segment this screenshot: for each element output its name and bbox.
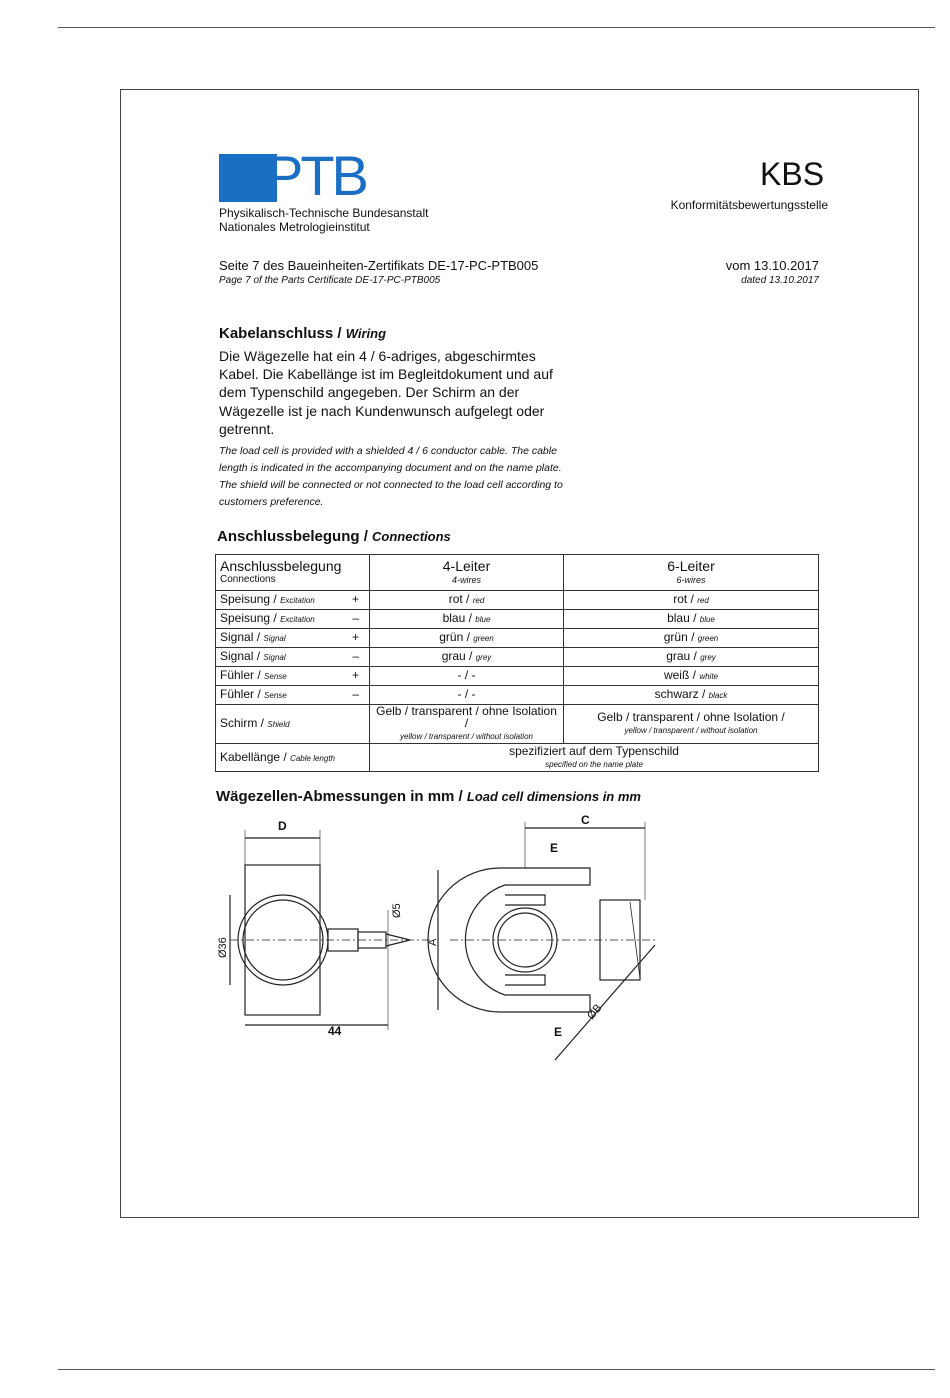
- cable-value-en: specified on the name plate: [545, 759, 643, 769]
- header-cell-4wire: [370, 555, 564, 591]
- slot-upper: [505, 895, 545, 905]
- ptb-logo-text: PTB: [266, 144, 366, 207]
- shield-4wire: [370, 705, 564, 744]
- row-4wire: [370, 648, 564, 667]
- row-6wire-en: grey: [700, 653, 716, 662]
- header-cell-6wire: [564, 555, 819, 591]
- date-en: dated 13.10.2017: [741, 275, 819, 286]
- connections-heading: [217, 528, 451, 545]
- row-sign: –: [352, 687, 359, 701]
- col3-en: 6-wires: [676, 575, 706, 585]
- row-6wire-de: schwarz /: [654, 687, 706, 701]
- label-44: 44: [328, 1024, 342, 1038]
- label-A: A: [427, 938, 439, 946]
- cable-en: Cable length: [290, 753, 335, 763]
- dimensions-heading-de: Wägezellen-Abmessungen in mm /: [216, 788, 463, 805]
- slot-lower: [505, 975, 545, 985]
- side-view: [428, 822, 655, 1060]
- date-de: vom 13.10.2017: [725, 258, 819, 273]
- table-row-shield: [216, 705, 819, 744]
- table-row: [216, 648, 819, 667]
- row-6wire-de: rot /: [673, 592, 694, 606]
- wiring-text-en: The load cell is provided with a shielded 4 / 6 conductor cable. The cable length is indicated in the accompanying document and on the name plate. The shield will be connected or not connected to the load cell according to customers preference.: [219, 445, 563, 508]
- row-6wire-de: blau /: [667, 611, 697, 625]
- row-label: [216, 686, 370, 705]
- label-d36: Ø36: [217, 937, 229, 958]
- row-label: [216, 667, 370, 686]
- label-dB: ØB: [585, 1002, 605, 1022]
- row-6wire-en: red: [697, 596, 709, 605]
- row-6wire: [564, 686, 819, 705]
- row-label-en: Excitation: [280, 615, 315, 624]
- shield-de: Schirm /: [220, 716, 265, 730]
- row-6wire-de: grün /: [663, 630, 695, 644]
- row-4wire: [370, 610, 564, 629]
- row-6wire-de: weiß /: [663, 668, 696, 682]
- row-label: [216, 610, 370, 629]
- institute-name: [219, 206, 428, 234]
- table-row: [216, 686, 819, 705]
- row-4wire-en: grey: [475, 653, 492, 662]
- col1-de: Anschlussbelegung: [220, 558, 342, 574]
- label-D: D: [278, 819, 287, 833]
- col3-de: 6-Leiter: [667, 558, 715, 574]
- row-4wire-de: blau /: [442, 611, 472, 625]
- row-4wire: [370, 686, 564, 705]
- cable-value-de: spezifiziert auf dem Typenschild: [509, 743, 679, 758]
- connections-table: [215, 554, 819, 772]
- shield-6wire: [564, 705, 819, 744]
- institute-line2: Nationales Metrologieinstitut: [219, 220, 370, 234]
- row-4wire-de: rot /: [448, 592, 470, 606]
- row-label-de: Speisung /: [220, 611, 277, 625]
- shield-6wire-de: Gelb / transparent / ohne Isolation /: [597, 710, 785, 724]
- table-row-cable: [216, 744, 819, 772]
- header-cell-connections: [216, 555, 370, 591]
- row-sign: –: [352, 611, 359, 625]
- row-label-en: Sense: [264, 672, 287, 681]
- row-label-de: Signal /: [220, 630, 261, 644]
- row-4wire-de: grün /: [439, 630, 470, 644]
- row-label-en: Signal: [263, 634, 286, 643]
- label-E-top: E: [550, 841, 559, 855]
- row-6wire-en: green: [697, 634, 719, 643]
- row-6wire-de: grau /: [666, 649, 697, 663]
- page-reference-en: Page 7 of the Parts Certificate DE-17-PC-PTB005: [219, 275, 441, 286]
- shield-6wire-en: yellow / transparent / without isolation: [624, 726, 758, 735]
- col2-en: 4-wires: [451, 575, 481, 585]
- kbs-title: KBS: [760, 156, 825, 192]
- row-label: [216, 629, 370, 648]
- row-4wire-de: grau /: [441, 649, 473, 663]
- shield-4wire-de: Gelb / transparent / ohne Isolation /: [376, 704, 557, 730]
- connections-heading-de: Anschlussbelegung /: [217, 528, 368, 545]
- shield-4wire-en: yellow / transparent / without isolation: [400, 732, 533, 741]
- wiring-text-de: Die Wägezelle hat ein 4 / 6-adriges, abgeschirmtes Kabel. Die Kabellänge ist im Begleitdokument und auf dem Typenschild angegeben. Der Schirm an der Wägezelle ist je nach Kundenwunsch aufgelegt oder getrennt.: [219, 348, 553, 437]
- table-row: [216, 610, 819, 629]
- row-sign: +: [351, 592, 359, 606]
- row-6wire-en: white: [699, 672, 719, 681]
- row-4wire-en: blue: [475, 615, 491, 624]
- row-4wire: [370, 667, 564, 686]
- row-4wire: [370, 591, 564, 610]
- row-4wire-en: red: [472, 596, 485, 605]
- shield-en: Shield: [267, 720, 290, 729]
- row-4wire-en: green: [473, 634, 494, 643]
- row-label-en: Sense: [264, 691, 287, 700]
- institute-line1: Physikalisch-Technische Bundesanstalt: [219, 206, 429, 220]
- cable-label: [216, 744, 370, 772]
- row-6wire-en: black: [708, 691, 728, 700]
- shield-label: [216, 705, 370, 744]
- page-reference-de: Seite 7 des Baueinheiten-Zertifikats DE-17-PC-PTB005: [219, 258, 539, 273]
- row-6wire: [564, 648, 819, 667]
- row-sign: +: [351, 668, 359, 682]
- wiring-heading: [219, 325, 386, 342]
- table-row: [216, 591, 819, 610]
- cable-de: Kabellänge /: [220, 749, 287, 764]
- row-label-de: Fühler /: [220, 687, 261, 701]
- row-6wire: [564, 667, 819, 686]
- load-cell-drawing: [200, 810, 670, 1080]
- row-6wire: [564, 610, 819, 629]
- cable-value: [370, 744, 819, 772]
- row-label-en: Excitation: [280, 596, 315, 605]
- row-sign: –: [352, 649, 359, 663]
- row-4wire-de: - / -: [457, 668, 476, 682]
- col1-en: Connections: [220, 574, 276, 585]
- row-label: [216, 648, 370, 667]
- label-E-bottom: E: [554, 1025, 563, 1039]
- dimensions-heading: [216, 788, 641, 805]
- row-label-de: Speisung /: [220, 592, 277, 606]
- front-view: [230, 830, 430, 1030]
- col2-de: 4-Leiter: [442, 558, 491, 574]
- dim-B-line: [555, 945, 655, 1060]
- kbs-subtitle: Konformitätsbewertungsstelle: [670, 198, 828, 212]
- table-row: [216, 629, 819, 648]
- label-C: C: [581, 813, 590, 827]
- label-d5: Ø5: [391, 903, 403, 918]
- bottom-rule: [58, 1369, 935, 1370]
- row-6wire: [564, 629, 819, 648]
- row-label-en: Signal: [263, 653, 286, 662]
- row-label: [216, 591, 370, 610]
- dimensions-heading-en: Load cell dimensions in mm: [466, 789, 641, 804]
- row-4wire-de: - / -: [457, 687, 476, 701]
- table-row: [216, 667, 819, 686]
- row-4wire: [370, 629, 564, 648]
- connections-heading-en: Connections: [372, 529, 451, 544]
- wiring-heading-de: Kabelanschluss /: [219, 325, 342, 342]
- row-label-de: Signal /: [220, 649, 261, 663]
- top-rule: [58, 27, 935, 28]
- row-sign: +: [351, 630, 359, 644]
- table-header-row: [216, 555, 819, 591]
- row-6wire: [564, 591, 819, 610]
- row-6wire-en: blue: [699, 615, 715, 624]
- row-label-de: Fühler /: [220, 668, 261, 682]
- wiring-heading-en: Wiring: [345, 326, 387, 341]
